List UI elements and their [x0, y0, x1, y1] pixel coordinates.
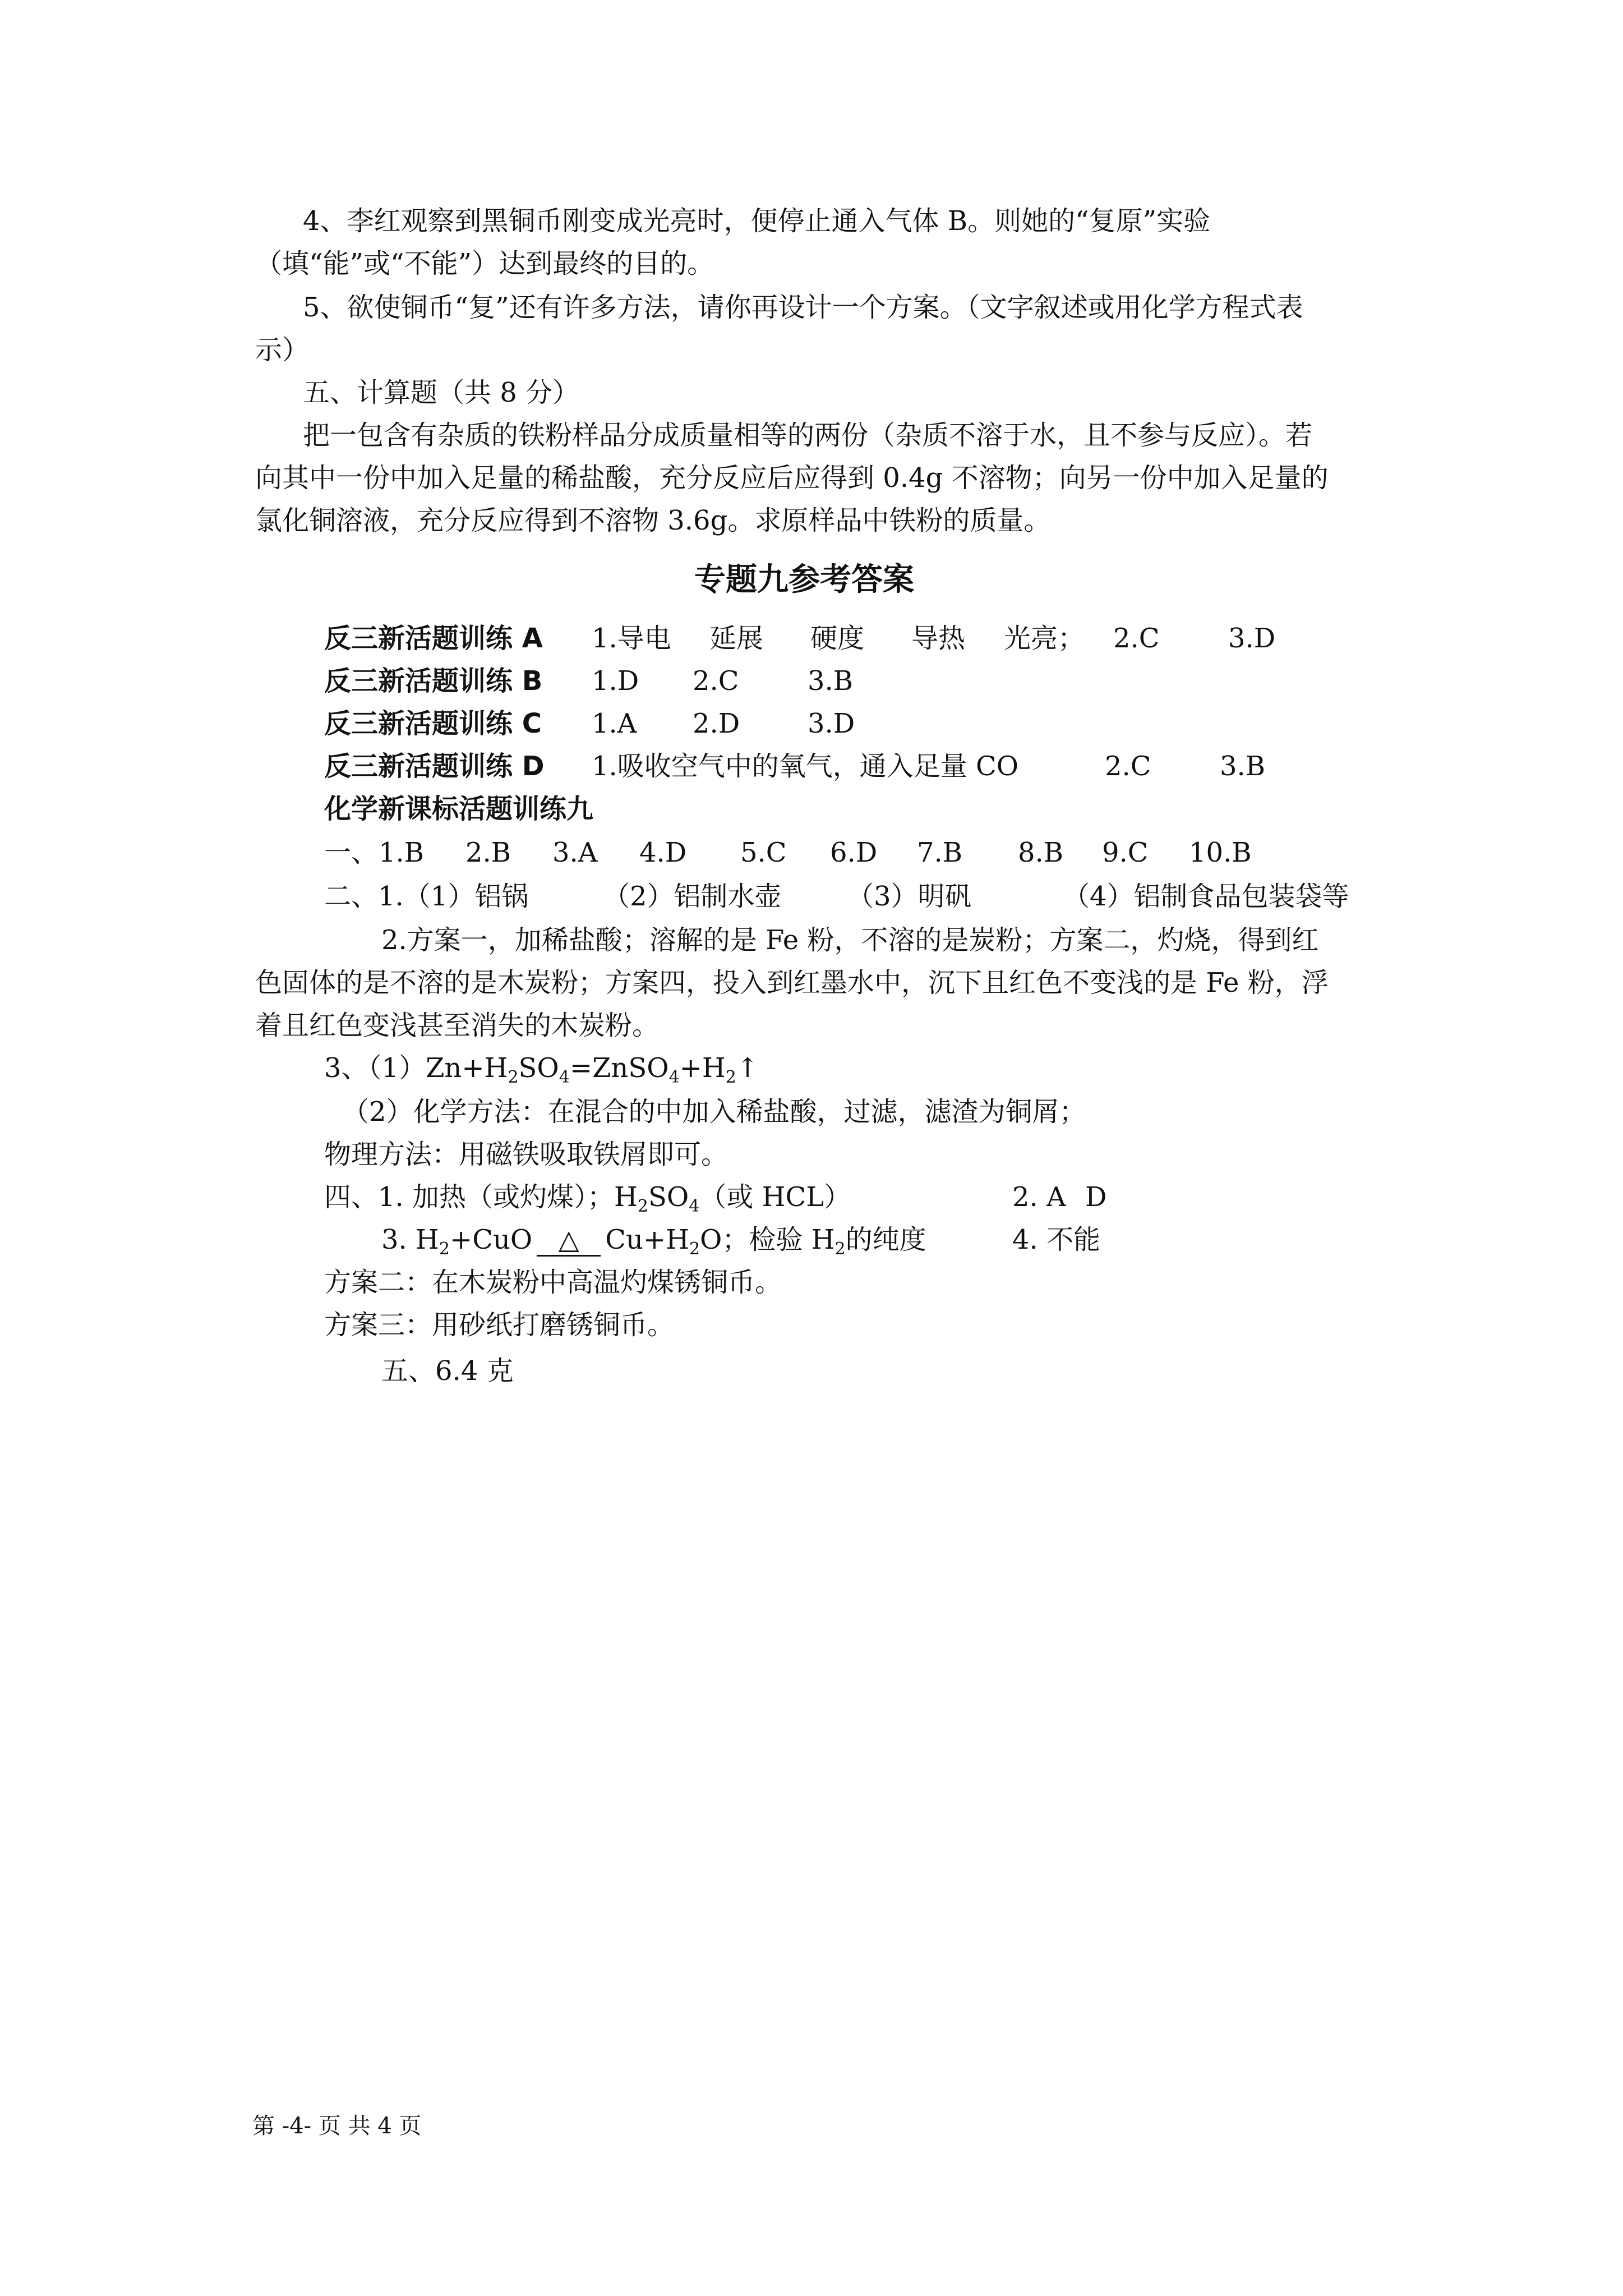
mc-item: 2.B	[465, 837, 511, 868]
train-a-item: 导热	[911, 623, 966, 654]
s4-plan3: 方案三：用砂纸打磨锈铜币。	[324, 1309, 675, 1341]
q5-line2: 示）	[255, 334, 310, 366]
train-b-item: 2.C	[693, 665, 739, 697]
q5-line1: 5、欲使铜币“复”还有许多方法，请你再设计一个方案。（文字叙述或用化学方程式表	[303, 292, 1303, 323]
s2-q3-chemical: （2）化学方法：在混合的中加入稀盐酸，过滤，滤渣为铜屑；	[342, 1096, 1086, 1128]
train-b-label: 反三新活题训练 B	[324, 665, 543, 697]
train-a-item: 延展	[709, 623, 764, 654]
train-d-label: 反三新活题训练 D	[324, 751, 545, 782]
s4-q2: 2. A	[1012, 1181, 1066, 1213]
train-a-item: 硬度	[810, 623, 865, 654]
train-a-label: 反三新活题训练 A	[324, 623, 543, 654]
s5-answer: 五、6.4 克	[381, 1355, 514, 1387]
train-c-item: 3.D	[808, 708, 855, 739]
train-a-item: 2.C	[1113, 623, 1160, 654]
page-footer: 第 -4- 页 共 4 页	[252, 2113, 422, 2139]
s2-q1-item: （4）铝制食品包装袋等	[1063, 881, 1349, 912]
part5-para-2: 向其中一份中加入足量的稀盐酸，充分反应后应得到 0.4g 不溶物；向另一份中加入足量的	[255, 462, 1329, 494]
heat-condition-icon: △	[532, 1226, 605, 1253]
train-c-item: 1.A	[592, 708, 637, 739]
q4-line1: 4、李红观察到黑铜币刚变成光亮时，便停止通入气体 B。则她的“复原”实验	[303, 205, 1211, 237]
train-d-item: 3.B	[1220, 751, 1266, 782]
answers-title: 专题九参考答案	[694, 562, 914, 598]
mc-item: 3.A	[552, 837, 598, 868]
train-c-label: 反三新活题训练 C	[324, 708, 542, 739]
s2-q2-line2: 色固体的是不溶的是木炭粉；方案四，投入到红墨水中，沉下且红色不变浅的是 Fe 粉，浮	[255, 967, 1329, 999]
s4-q4: 4. 不能	[1012, 1224, 1101, 1255]
s2-q1-item: （3）明矾	[847, 881, 972, 912]
mc-item: 8.B	[1018, 837, 1064, 868]
s2-q3-physical: 物理方法：用磁铁吸取铁屑即可。	[324, 1139, 728, 1170]
mc-item: 6.D	[830, 837, 878, 868]
s4-q3: 3. $H_2+CuO$ △ $Cu+H_2O$；检验 $H_2$的纯度	[381, 1224, 926, 1259]
s2-q1-item: 二、1.（1）铝锅	[324, 881, 529, 912]
part5-para-3: 氯化铜溶液，充分反应得到不溶物 3.6g。求原样品中铁粉的质量。	[255, 505, 1051, 536]
s2-q2-line3: 着且红色变浅甚至消失的木炭粉。	[255, 1010, 660, 1041]
mc-item: 4.D	[639, 837, 687, 868]
mc-item: 7.B	[917, 837, 963, 868]
s2-q3-equation: 3、$(1)Zn+H_2SO_4=ZnSO_4+H_2↑$	[324, 1052, 759, 1087]
part5-para-1: 把一包含有杂质的铁粉样品分成质量相等的两份（杂质不溶于水，且不参与反应）。若	[303, 420, 1313, 451]
train-d-item: 1.吸收空气中的氧气，通入足量 CO	[592, 751, 1019, 782]
s4-plan2: 方案二：在木炭粉中高温灼煤锈铜币。	[324, 1267, 782, 1298]
mc-item: 9.C	[1102, 837, 1149, 868]
mc-item: 5.C	[740, 837, 787, 868]
s4-q2-b: D	[1085, 1181, 1107, 1213]
train-c-item: 2.D	[693, 708, 740, 739]
train-a-item: 3.D	[1228, 623, 1276, 654]
part5-heading: 五、计算题（共 8 分）	[303, 377, 580, 408]
train-b-item: 3.B	[808, 665, 854, 697]
s4-q1: 四、1. 加热（或灼煤）；$H_2SO_4$（或 HCL）	[324, 1181, 851, 1216]
mc-prefix: 一、	[324, 837, 379, 868]
up-arrow-icon: ↑	[736, 1052, 759, 1084]
train-d-item: 2.C	[1105, 751, 1151, 782]
train-b-item: 1.D	[592, 665, 639, 697]
s2-q1-item: （2）铝制水壶	[603, 881, 782, 912]
section9-heading: 化学新课标活题训练九	[324, 793, 594, 825]
s2-q2-line1: 2.方案一，加稀盐酸；溶解的是 Fe 粉，不溶的是炭粉；方案二，灼烧，得到红	[381, 924, 1319, 956]
q4-line2: （填“能”或“不能”）达到最终的目的。	[255, 248, 714, 279]
train-a-item: 1.导电	[592, 623, 671, 654]
train-a-item: 光亮；	[1004, 623, 1085, 654]
mc-item: 10.B	[1189, 837, 1252, 868]
mc-item: 1.B	[379, 837, 425, 868]
